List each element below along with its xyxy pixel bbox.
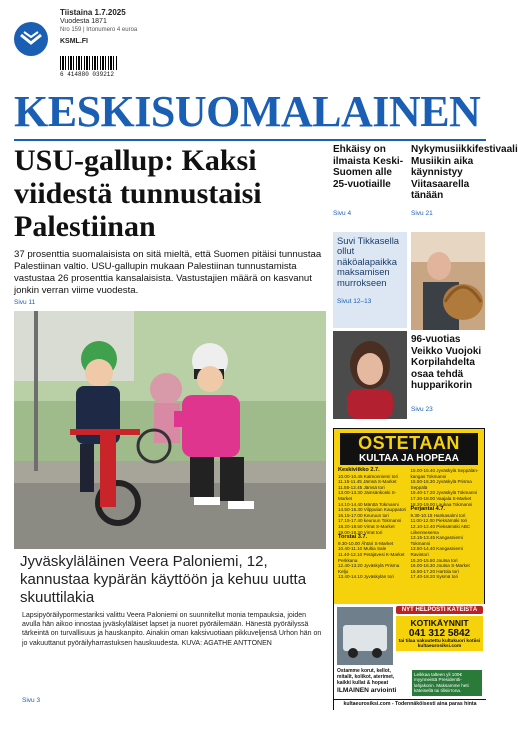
photo-body <box>22 611 322 648</box>
lead-body: 37 prosenttia suomalaisista on sitä mieltä, että Suomen pitäisi tunnustaa Palestiinan valtio. USU-gallupin mukaan Palestiinan tunnustamista vastustaa 26 prosenttia kansalaisista. Vastustajien määrä on kasvanut jonkin verran viime vuodesta. <box>14 249 322 296</box>
gold-buying-ad[interactable] <box>333 428 485 710</box>
cover-photo <box>14 311 326 549</box>
ad-row: 14.10-14.40 Mänttä Tokmanni <box>338 501 399 507</box>
teaser-2[interactable] <box>411 144 518 217</box>
ad-free-valuation: ILMAINEN arviointi <box>337 687 397 694</box>
ad-url[interactable]: kultaeurosiksi.com - Todennäköisesti aina paras hinta <box>334 699 486 709</box>
teaser-4-headline[interactable]: 96-vuotias Veikko Vuojoki Korpilahdelta osaa tehdä hupparikorin <box>411 334 482 391</box>
teaser-2-headline[interactable]: Nykymusiikkifestivaali Musiikin aika käynnistyy Viitasaarella tänään <box>411 144 518 201</box>
ad-phone[interactable]: 041 312 5842 <box>408 628 471 639</box>
photo-body-text: Lapsipyöräilypormestariksi valittu Veera Paloniemi on suunnitellut monia tempauksia, joiden avulla hän aikoo innostaa jyväskyläläiset lapset ja nuoret pyöräilemään. Hänestä pyöräilyssä tärkeintä on turvallisuus ja hauskanpito. Ainakin oman kaksivuotiaan pikkuveljensä Urhon hän on jo vakuuttanut pyöräilyharrastuksen hauskuudesta. <box>22 612 322 647</box>
ad-row: 11.15-11.45 Jämsä S-Market <box>338 479 397 485</box>
ad-row: 16.00-16.30 Joutsa S-Market <box>410 563 470 569</box>
ad-schedule-col-2 <box>411 468 481 580</box>
teaser-3-headline[interactable]: Suvi Tikkasella ollut näköalapaikka maksamisen murrokseen <box>337 235 400 288</box>
ad-title: OSTETAAN <box>340 433 478 453</box>
ad-row: 13.00-13.30 Jämsänkoski S-Market <box>338 490 397 501</box>
photo-story[interactable] <box>14 549 326 607</box>
barcode-number: 6 414880 039212 <box>60 71 115 78</box>
ad-row: 11.40-12.10 Petäjävesi K-Market Perkkana <box>338 551 405 563</box>
ad-row: 16.15-17.00 Keuruun tori <box>338 512 389 518</box>
issue-since: Vuodesta 1871 <box>60 18 107 25</box>
teaser-2-ref[interactable]: Sivu 21 <box>411 209 433 217</box>
ad-home-visits <box>396 616 483 651</box>
ad-row: 12.40-13.20 Jyväskylä Prisma Kelju <box>338 563 400 574</box>
ad-row: 9.30-10.15 Hankasalmi tori <box>410 512 466 518</box>
ad-row: 10.00-10.45 Kalmonniemi tori <box>338 473 399 479</box>
photo-headline[interactable]: Jyväskyläläinen Veera Paloniemi, 12, kannustaa kypärän käyttöön ja kehuu uutta skuuttilakia <box>20 553 307 606</box>
site-link[interactable]: KSML.FI <box>60 38 88 45</box>
ad-row: 15.50-16.30 Jyväskylä Prisma Seppälä <box>410 479 472 490</box>
issue-meta <box>60 8 137 46</box>
ad-row: 18.20-19.00 Laukaa Tokmanni <box>410 501 473 507</box>
ad-day: Keskiviikko 2.7. <box>338 467 380 473</box>
ad-bottom <box>334 604 486 710</box>
ad-row: 13.15-13.45 Kangasniemi Tokmanni <box>410 535 463 546</box>
ad-row: 11.55-12.45 Jämsä tori <box>338 484 385 490</box>
ad-day: Perjantai 4.7. <box>410 506 446 513</box>
ad-row: 14.50-15.30 Vilppulan Kauppatori <box>338 507 407 513</box>
ad-row: 11.00-12.00 Pieksämäki tori <box>410 518 468 524</box>
lead-headline[interactable]: USU-gallup: Kaksi viidestä tunnustaisi Palestiinan <box>14 144 262 243</box>
photo-credit: KUVA: AGATHE ANTTONEN <box>181 639 272 647</box>
lead-page-ref[interactable]: Sivu 11 <box>14 299 36 306</box>
issue-number: Nro 159 | Irtonumero 4 euroa <box>60 27 138 33</box>
ad-row: 18.20-18.50 Virrat S-Market <box>338 523 395 529</box>
masthead-title: KESKISUOMALAINEN <box>14 87 481 136</box>
photo-page-ref[interactable]: Sivu 3 <box>22 697 41 704</box>
ad-row: 17.15-17.40 keuruun Tokmanni <box>338 518 402 524</box>
ad-home-visits-note: tai tilaa vakuutettu kultakuori kotiisi kultaeurosiksi.com <box>398 639 481 649</box>
portrait-photo <box>333 331 407 419</box>
teaser-3-ref[interactable]: Sivut 12–13 <box>337 298 372 306</box>
teaser-1-ref[interactable]: Sivu 4 <box>333 210 352 217</box>
ad-row: 12.10-12.40 Pieksämäki ABC Liikennesema <box>410 523 471 535</box>
teaser-4[interactable] <box>411 334 485 413</box>
ad-row: 19.00-19.30 Virrat tori <box>338 529 383 535</box>
ad-row: 15.00-15.40 Jyväskylä Seppälän-kangas Tokmanni <box>410 468 479 479</box>
ad-row: 10.40-11.10 Multia Sale <box>338 546 387 552</box>
lead-story[interactable] <box>14 144 326 306</box>
ad-row: 17.30-18.00 Vaajala S-Market <box>410 495 472 501</box>
elderly-man-photo <box>411 232 485 330</box>
ad-home-visits-label: KOTIKÄYNNIT <box>410 618 469 628</box>
newspaper-logo-icon <box>14 22 48 56</box>
ad-coupon: Leikkaa talteen yli 100€ myynneistä Presidentti-lahjakorin. Maksamme heti käteisellä tai tilisiirrona. <box>412 670 482 696</box>
ad-row: 15.20-15.50 Joutsa tori <box>410 557 458 563</box>
masthead-rule <box>14 139 486 141</box>
ad-foot-left-text: Ostamme korut, kellot, mitalit, kolikot, aterimet, kaikki kullat & hopeat <box>337 668 395 686</box>
ad-foot-left <box>337 668 407 694</box>
ad-van-photo <box>337 607 393 665</box>
ad-day: Torstai 3.7. <box>338 534 368 541</box>
ad-row: 13.50-14.40 Kangasniemi Ravintori <box>410 546 463 557</box>
ad-row: 16.40-17.20 Jyväskylä Tokmanni <box>410 490 478 496</box>
ad-row: 9.30-10.00 Ähtäri S-Market <box>338 540 394 546</box>
ad-row: 17.40-18.20 Sysmä tori <box>410 574 458 580</box>
teaser-1[interactable] <box>333 144 407 217</box>
teaser-4-ref[interactable]: Sivu 23 <box>411 405 433 413</box>
teaser-3[interactable] <box>333 232 407 328</box>
ad-contact <box>396 606 483 651</box>
ad-row: 13.40-14.10 Jyväskylän tori <box>338 574 394 580</box>
ad-subtitle: KULTAA JA HOPEAA <box>340 453 478 465</box>
ad-row: 16.50-17.20 Hartola tori <box>410 568 459 574</box>
issue-date: Tiistaina 1.7.2025 <box>60 8 126 17</box>
header-bar <box>0 0 500 86</box>
ad-schedule <box>338 468 480 580</box>
ad-cash-pill: NYT HELPOSTI KÄTEISTÄ <box>396 606 483 614</box>
ad-schedule-col-1 <box>338 468 408 580</box>
barcode <box>60 56 118 70</box>
teaser-1-headline[interactable]: Ehkäisy on ilmaista Keski-Suomen alle 25-vuotiaille <box>333 144 404 190</box>
